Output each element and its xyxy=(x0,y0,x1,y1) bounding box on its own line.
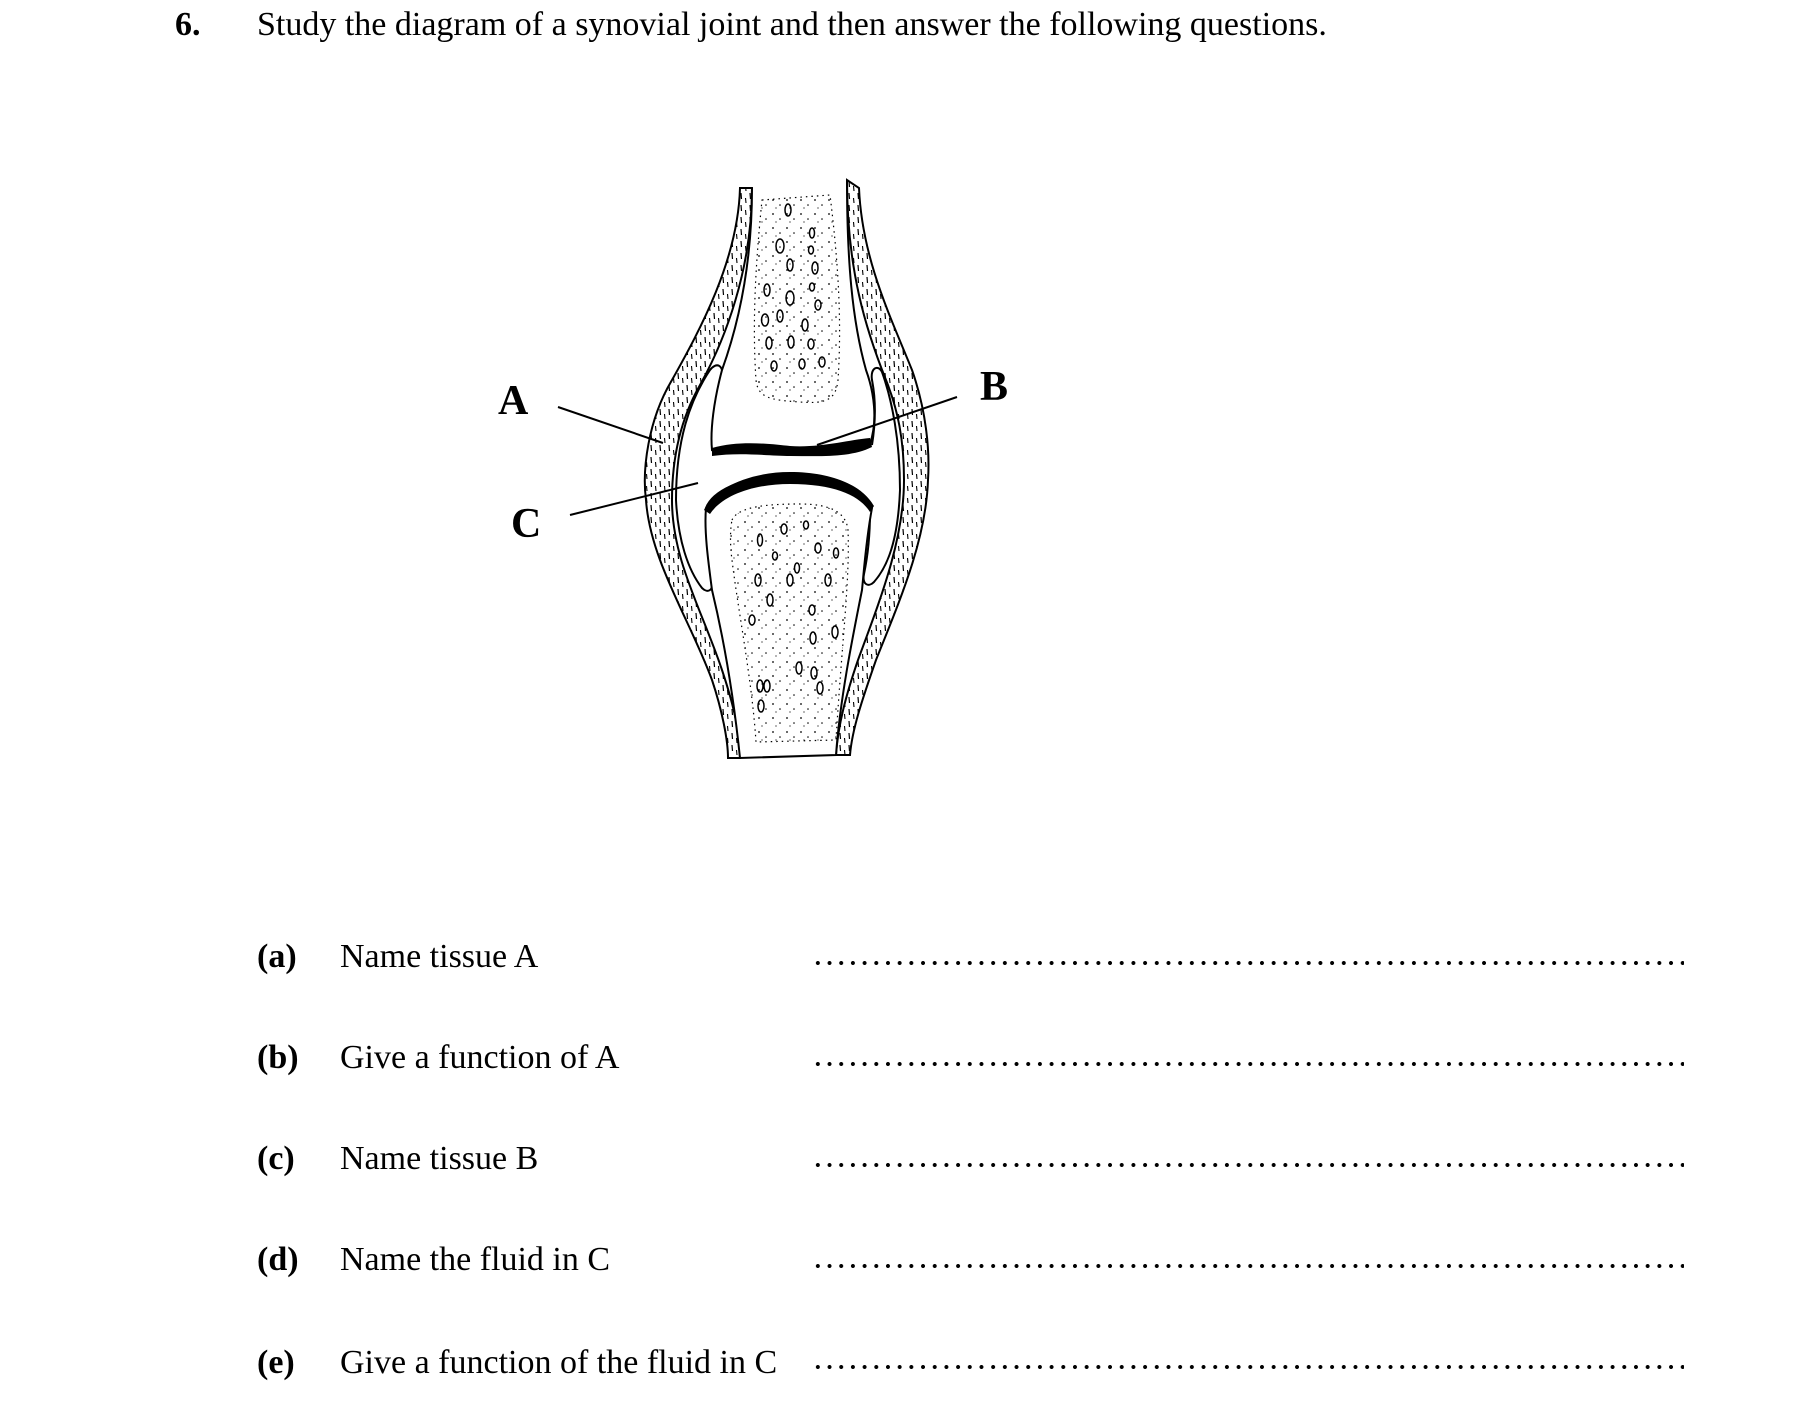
part-c-text: Name tissue B xyxy=(340,1140,539,1177)
question-number: 6. xyxy=(175,6,201,43)
part-c-label: (c) xyxy=(257,1140,295,1177)
leader-line-c xyxy=(570,483,698,515)
part-e-text: Give a function of the fluid in C xyxy=(340,1344,778,1381)
leader-line-a xyxy=(558,407,663,443)
diagram-label-b: B xyxy=(980,364,1009,410)
part-d-text: Name the fluid in C xyxy=(340,1241,611,1278)
diagram-label-a: A xyxy=(498,378,529,424)
part-b-text: Give a function of A xyxy=(340,1039,620,1076)
diagram-label-c: C xyxy=(511,501,542,547)
part-e-label: (e) xyxy=(257,1344,295,1381)
part-b-label: (b) xyxy=(257,1039,299,1076)
part-a-label: (a) xyxy=(257,938,297,975)
part-c-answer-line[interactable] xyxy=(812,1162,1684,1168)
part-e-answer-line[interactable] xyxy=(812,1364,1684,1370)
part-d-label: (d) xyxy=(257,1241,299,1278)
part-b-answer-line[interactable] xyxy=(812,1061,1684,1067)
part-a-text: Name tissue A xyxy=(340,938,539,975)
question-prompt: Study the diagram of a synovial joint and then answer the following questions. xyxy=(257,6,1327,43)
part-a-answer-line[interactable] xyxy=(812,960,1684,966)
part-d-answer-line[interactable] xyxy=(812,1263,1684,1269)
